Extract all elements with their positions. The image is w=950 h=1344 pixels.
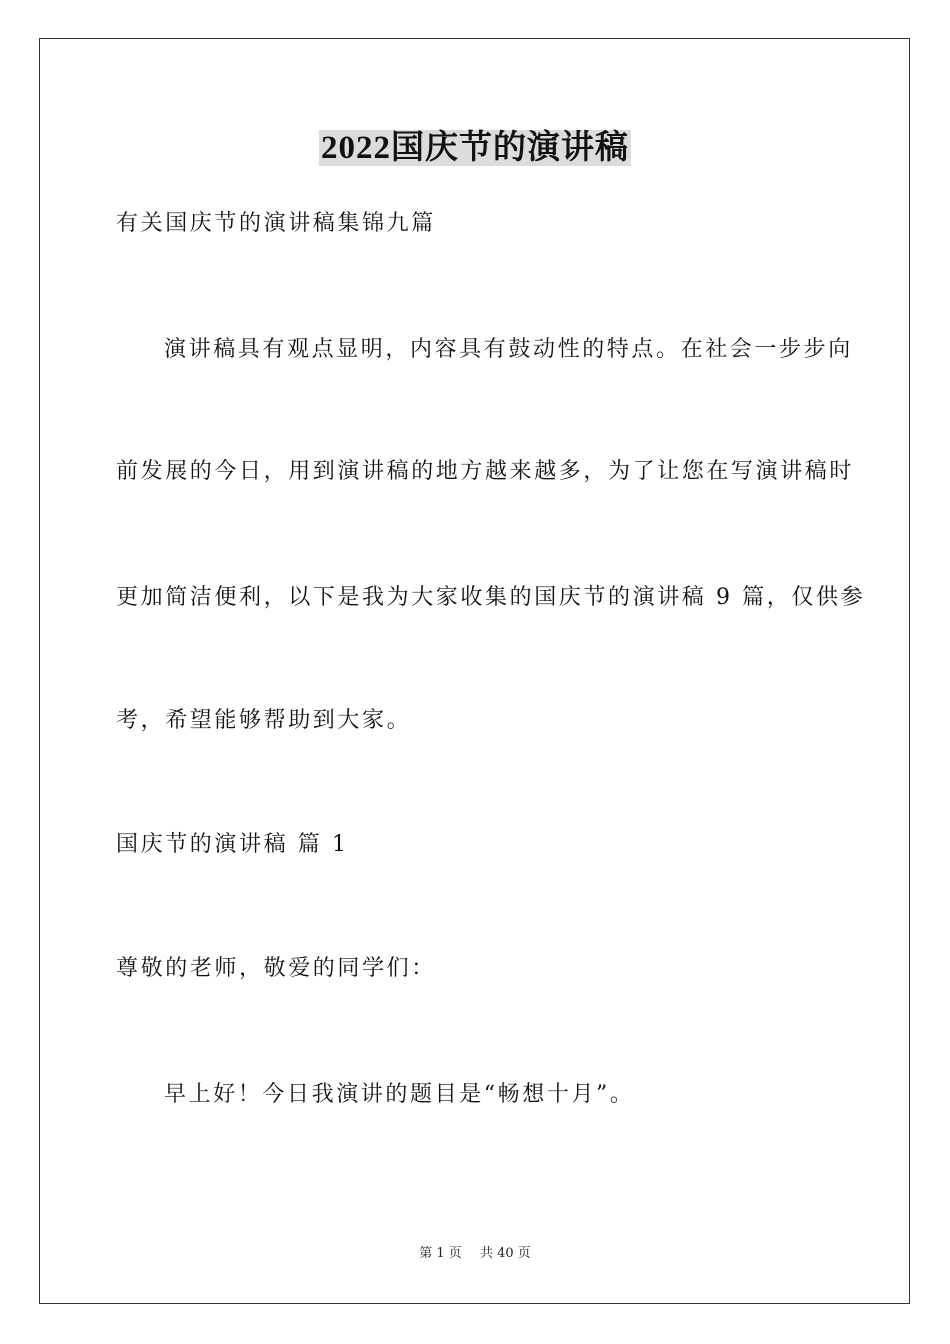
intro-line-2: 前发展的今日，用到演讲稿的地方越来越多，为了让您在写演讲稿时	[116, 459, 855, 484]
page-number-total: 共 40 页	[479, 1246, 531, 1261]
page-number-current: 第 1 页	[419, 1246, 462, 1261]
page-footer	[0, 1245, 950, 1263]
intro-line-4: 考，希望能够帮助到大家。	[116, 708, 412, 733]
document-title: 2022国庆节的演讲稿	[321, 130, 629, 166]
intro-line-1: 演讲稿具有观点显明，内容具有鼓动性的特点。在社会一步步向	[164, 337, 853, 362]
greeting-paragraph: 早上好！今日我演讲的题目是“畅想十月”。	[164, 1082, 635, 1107]
document-title-block	[0, 126, 950, 169]
subtitle: 有关国庆节的演讲稿集锦九篇	[116, 211, 436, 236]
intro-line-3: 更加简洁便利，以下是我为大家收集的国庆节的演讲稿 9 篇，仅供参	[116, 585, 866, 610]
salutation: 尊敬的老师，敬爱的同学们：	[116, 956, 436, 981]
section-heading: 国庆节的演讲稿 篇 1	[116, 832, 349, 857]
